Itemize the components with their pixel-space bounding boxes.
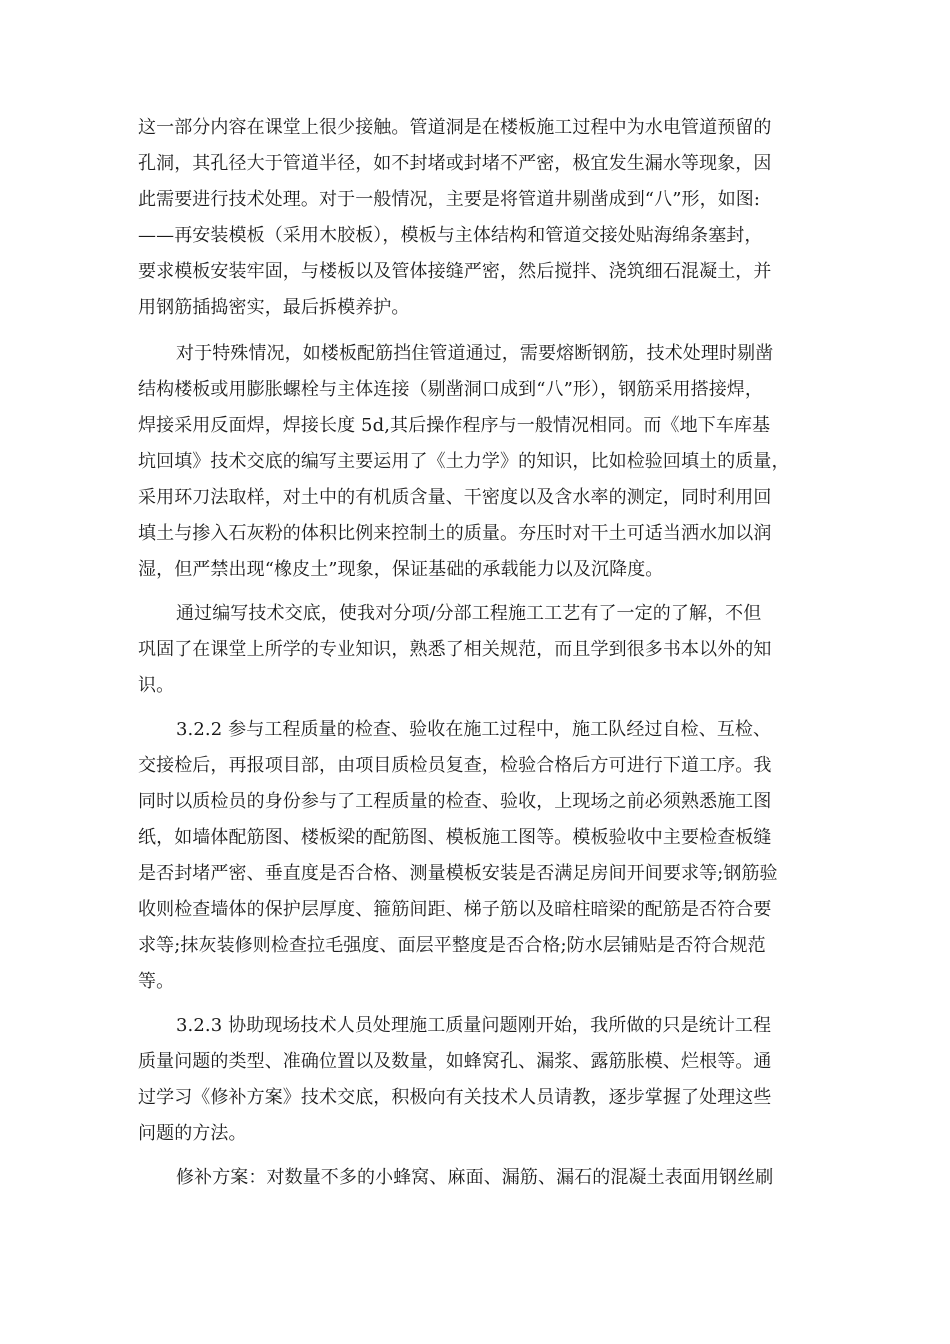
- text-line: 3.2.3 协助现场技术人员处理施工质量问题刚开始，我所做的只是统计工程: [176, 1015, 772, 1036]
- text-line: 孔洞，其孔径大于管道半径，如不封堵或封堵不严密，极宜发生漏水等现象，因: [138, 153, 772, 174]
- text-line: 此需要进行技术处理。对于一般情况，主要是将管道井剔凿成到“八”形，如图:: [138, 189, 761, 210]
- text-line: 焊接采用反面焊，焊接长度 5d,其后操作程序与一般情况相同。而《地下车库基: [138, 415, 771, 436]
- text-line: 问题的方法。: [138, 1123, 247, 1144]
- text-line: 3.2.2 参与工程质量的检查、验收在施工过程中，施工队经过自检、互检、: [176, 719, 772, 740]
- text-line: 湿，但严禁出现“橡皮土”现象，保证基础的承载能力以及沉降度。: [138, 559, 664, 580]
- text-line: 坑回填》技术交底的编写主要运用了《土力学》的知识，比如检验回填土的质量，: [138, 451, 790, 472]
- text-line: 巩固了在课堂上所学的专业知识，熟悉了相关规范，而且学到很多书本以外的知: [138, 639, 772, 660]
- text-line: 要求模板安装牢固，与楼板以及管体接缝严密，然后搅拌、浇筑细石混凝土，并: [138, 261, 772, 282]
- text-line: 通过编写技术交底，使我对分项/分部工程施工工艺有了一定的了解，不但: [176, 603, 762, 624]
- text-line: 是否封堵严密、垂直度是否合格、测量模板安装是否满足房间开间要求等;钢筋验: [138, 863, 778, 884]
- text-line: 纸，如墙体配筋图、楼板梁的配筋图、模板施工图等。模板验收中主要检查板缝: [138, 827, 772, 848]
- text-line: 求等;抹灰装修则检查拉毛强度、面层平整度是否合格;防水层铺贴是否符合规范: [138, 935, 766, 956]
- text-line: 这一部分内容在课堂上很少接触。管道洞是在楼板施工过程中为水电管道预留的: [138, 117, 772, 138]
- text-line: 结构楼板或用膨胀螺栓与主体连接（剔凿洞口成到“八”形），钢筋采用搭接焊，: [138, 379, 764, 400]
- text-line: 识。: [138, 675, 175, 696]
- text-line: 收则检查墙体的保护层厚度、箍筋间距、梯子筋以及暗柱暗梁的配筋是否符合要: [138, 899, 772, 920]
- text-line: ——再安装模板（采用木胶板），模板与主体结构和管道交接处贴海绵条塞封，: [138, 225, 763, 246]
- text-line: 过学习《修补方案》技术交底，积极向有关技术人员请教，逐步掌握了处理这些: [138, 1087, 772, 1108]
- text-line: 同时以质检员的身份参与了工程质量的检查、验收，上现场之前必须熟悉施工图: [138, 791, 772, 812]
- text-line: 等。: [138, 971, 175, 992]
- text-line: 采用环刀法取样，对土中的有机质含量、干密度以及含水率的测定，同时利用回: [138, 487, 772, 508]
- text-line: 对于特殊情况，如楼板配筋挡住管道通过，需要熔断钢筋，技术处理时剔凿: [176, 343, 774, 364]
- text-line: 用钢筋插捣密实，最后拆模养护。: [138, 297, 410, 318]
- text-line: 填土与掺入石灰粉的体积比例来控制土的质量。夯压时对干土可适当洒水加以润: [138, 523, 772, 544]
- text-line: 质量问题的类型、准确位置以及数量，如蜂窝孔、漏浆、露筋胀模、烂根等。通: [138, 1051, 772, 1072]
- text-line: 修补方案：对数量不多的小蜂窝、麻面、漏筋、漏石的混凝土表面用钢丝刷: [176, 1167, 774, 1188]
- text-line: 交接检后，再报项目部，由项目质检员复查，检验合格后方可进行下道工序。我: [138, 755, 772, 776]
